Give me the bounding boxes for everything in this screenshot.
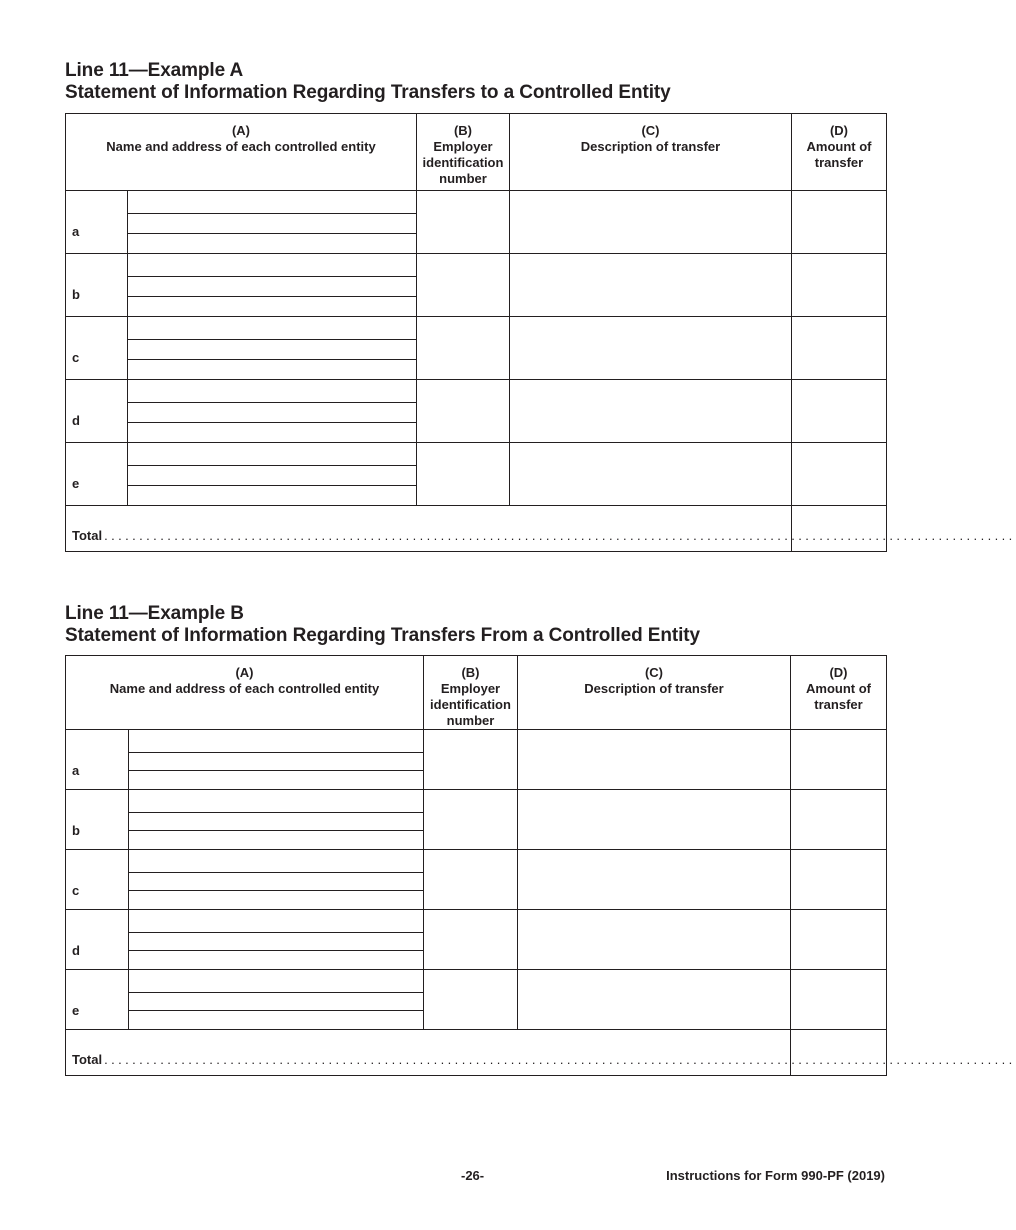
description-field[interactable] <box>518 790 791 850</box>
name-address-line[interactable] <box>129 850 423 873</box>
row-letter-cell <box>66 254 128 317</box>
example-a-subtitle: Statement of Information Regarding Transfers to a Controlled Entity <box>65 82 671 103</box>
row-letter: e <box>72 476 80 491</box>
name-address-line[interactable] <box>129 933 423 951</box>
description-field[interactable] <box>510 443 792 506</box>
row-letter-cell <box>66 730 129 790</box>
row-letter-cell <box>66 317 128 380</box>
name-address-cell <box>128 317 417 380</box>
name-address-cell <box>128 191 417 254</box>
amount-field[interactable] <box>791 910 887 970</box>
name-address-line[interactable] <box>128 234 416 253</box>
name-address-line[interactable] <box>129 873 423 891</box>
name-address-line[interactable] <box>129 730 423 753</box>
example-a-heading <box>65 60 671 104</box>
ein-field[interactable] <box>424 970 518 1030</box>
name-address-line[interactable] <box>129 910 423 933</box>
ein-field[interactable] <box>424 910 518 970</box>
entry-row <box>66 910 887 970</box>
form-title-footer: Instructions for Form 990-PF (2019) <box>666 1168 885 1183</box>
name-address-line[interactable] <box>129 813 423 831</box>
description-field[interactable] <box>510 317 792 380</box>
name-address-cell <box>129 910 424 970</box>
column-b-header: (B) Employer identification number <box>417 114 510 191</box>
amount-field[interactable] <box>792 380 887 443</box>
total-label: Total <box>72 1052 103 1067</box>
total-row <box>66 1030 887 1076</box>
ein-field[interactable] <box>417 443 510 506</box>
name-address-line[interactable] <box>129 970 423 993</box>
name-address-line[interactable] <box>128 317 416 340</box>
row-letter-cell <box>66 443 128 506</box>
page-number: -26- <box>461 1168 485 1183</box>
amount-field[interactable] <box>791 970 887 1030</box>
description-field[interactable] <box>510 254 792 317</box>
name-address-cell <box>128 380 417 443</box>
row-letter-cell <box>66 191 128 254</box>
row-letter: c <box>72 883 80 898</box>
name-address-line[interactable] <box>128 214 416 234</box>
column-d-header: (D) Amount of transfer <box>792 114 887 191</box>
example-a-table <box>65 113 1016 552</box>
entry-row <box>66 850 887 910</box>
description-field[interactable] <box>518 850 791 910</box>
total-label-cell: Total .................................................................................................................................. <box>66 506 792 552</box>
entry-row <box>66 254 887 317</box>
column-c-header: (C) Description of transfer <box>518 656 791 730</box>
name-address-cell <box>129 730 424 790</box>
column-b-header: (B) Employer identification number <box>424 656 518 730</box>
name-address-line[interactable] <box>128 191 416 214</box>
column-a-header: (A) Name and address of each controlled entity <box>66 656 424 730</box>
entry-row <box>66 317 887 380</box>
entry-row <box>66 380 887 443</box>
name-address-cell <box>129 850 424 910</box>
row-letter: d <box>72 413 80 428</box>
description-field[interactable] <box>518 910 791 970</box>
ein-field[interactable] <box>417 254 510 317</box>
description-field[interactable] <box>510 380 792 443</box>
row-letter: a <box>72 224 80 239</box>
example-b-subtitle: Statement of Information Regarding Transfers From a Controlled Entity <box>65 625 700 646</box>
example-a-title: Line 11—Example A <box>65 60 244 81</box>
name-address-line[interactable] <box>129 993 423 1011</box>
row-letter: e <box>72 1003 80 1018</box>
column-d-header: (D) Amount of transfer <box>791 656 887 730</box>
name-address-line[interactable] <box>128 340 416 360</box>
ein-field[interactable] <box>424 850 518 910</box>
entry-row <box>66 790 887 850</box>
name-address-cell <box>128 254 417 317</box>
row-letter: d <box>72 943 80 958</box>
ein-field[interactable] <box>417 317 510 380</box>
row-letter: c <box>72 350 80 365</box>
name-address-line[interactable] <box>129 753 423 771</box>
name-address-cell <box>129 790 424 850</box>
amount-field[interactable] <box>792 254 887 317</box>
ein-field[interactable] <box>424 790 518 850</box>
description-field[interactable] <box>518 730 791 790</box>
total-row <box>66 506 887 552</box>
total-label-cell: Total .................................................................................................................................. <box>66 1030 791 1076</box>
name-address-line[interactable] <box>129 891 423 909</box>
name-address-line[interactable] <box>128 360 416 379</box>
row-letter: b <box>72 287 80 302</box>
name-address-line[interactable] <box>128 486 416 505</box>
row-letter-cell <box>66 970 129 1030</box>
entry-row <box>66 191 887 254</box>
name-address-line[interactable] <box>128 423 416 442</box>
name-address-line[interactable] <box>128 403 416 423</box>
name-address-line[interactable] <box>128 466 416 486</box>
name-address-cell <box>128 443 417 506</box>
example-a-rows <box>66 191 887 506</box>
row-letter-cell <box>66 380 128 443</box>
entry-row <box>66 443 887 506</box>
description-field[interactable] <box>510 191 792 254</box>
name-address-line[interactable] <box>128 443 416 466</box>
ein-field[interactable] <box>417 191 510 254</box>
description-field[interactable] <box>518 970 791 1030</box>
entry-row <box>66 730 887 790</box>
name-address-line[interactable] <box>129 831 423 849</box>
name-address-line[interactable] <box>129 771 423 789</box>
example-b-table <box>65 655 1016 1076</box>
example-b-title: Line 11—Example B <box>65 603 244 624</box>
name-address-line[interactable] <box>129 1011 423 1029</box>
ein-field[interactable] <box>424 730 518 790</box>
name-address-line[interactable] <box>129 790 423 813</box>
amount-field[interactable] <box>791 850 887 910</box>
row-letter: b <box>72 823 80 838</box>
total-label: Total <box>72 528 103 543</box>
row-letter: a <box>72 763 80 778</box>
amount-field[interactable] <box>792 443 887 506</box>
name-address-cell <box>129 970 424 1030</box>
amount-field[interactable] <box>792 191 887 254</box>
name-address-line[interactable] <box>128 297 416 316</box>
column-a-header: (A) Name and address of each controlled entity <box>66 114 417 191</box>
example-b-heading <box>65 603 700 647</box>
name-address-line[interactable] <box>129 951 423 969</box>
amount-field[interactable] <box>792 317 887 380</box>
header-row <box>66 656 887 730</box>
header-row <box>66 114 887 191</box>
name-address-line[interactable] <box>128 254 416 277</box>
example-b-rows <box>66 730 887 1030</box>
ein-field[interactable] <box>417 380 510 443</box>
column-c-header: (C) Description of transfer <box>510 114 792 191</box>
amount-field[interactable] <box>791 790 887 850</box>
row-letter-cell <box>66 790 129 850</box>
row-letter-cell <box>66 910 129 970</box>
entry-row <box>66 970 887 1030</box>
amount-field[interactable] <box>791 730 887 790</box>
name-address-line[interactable] <box>128 277 416 297</box>
name-address-line[interactable] <box>128 380 416 403</box>
row-letter-cell <box>66 850 129 910</box>
